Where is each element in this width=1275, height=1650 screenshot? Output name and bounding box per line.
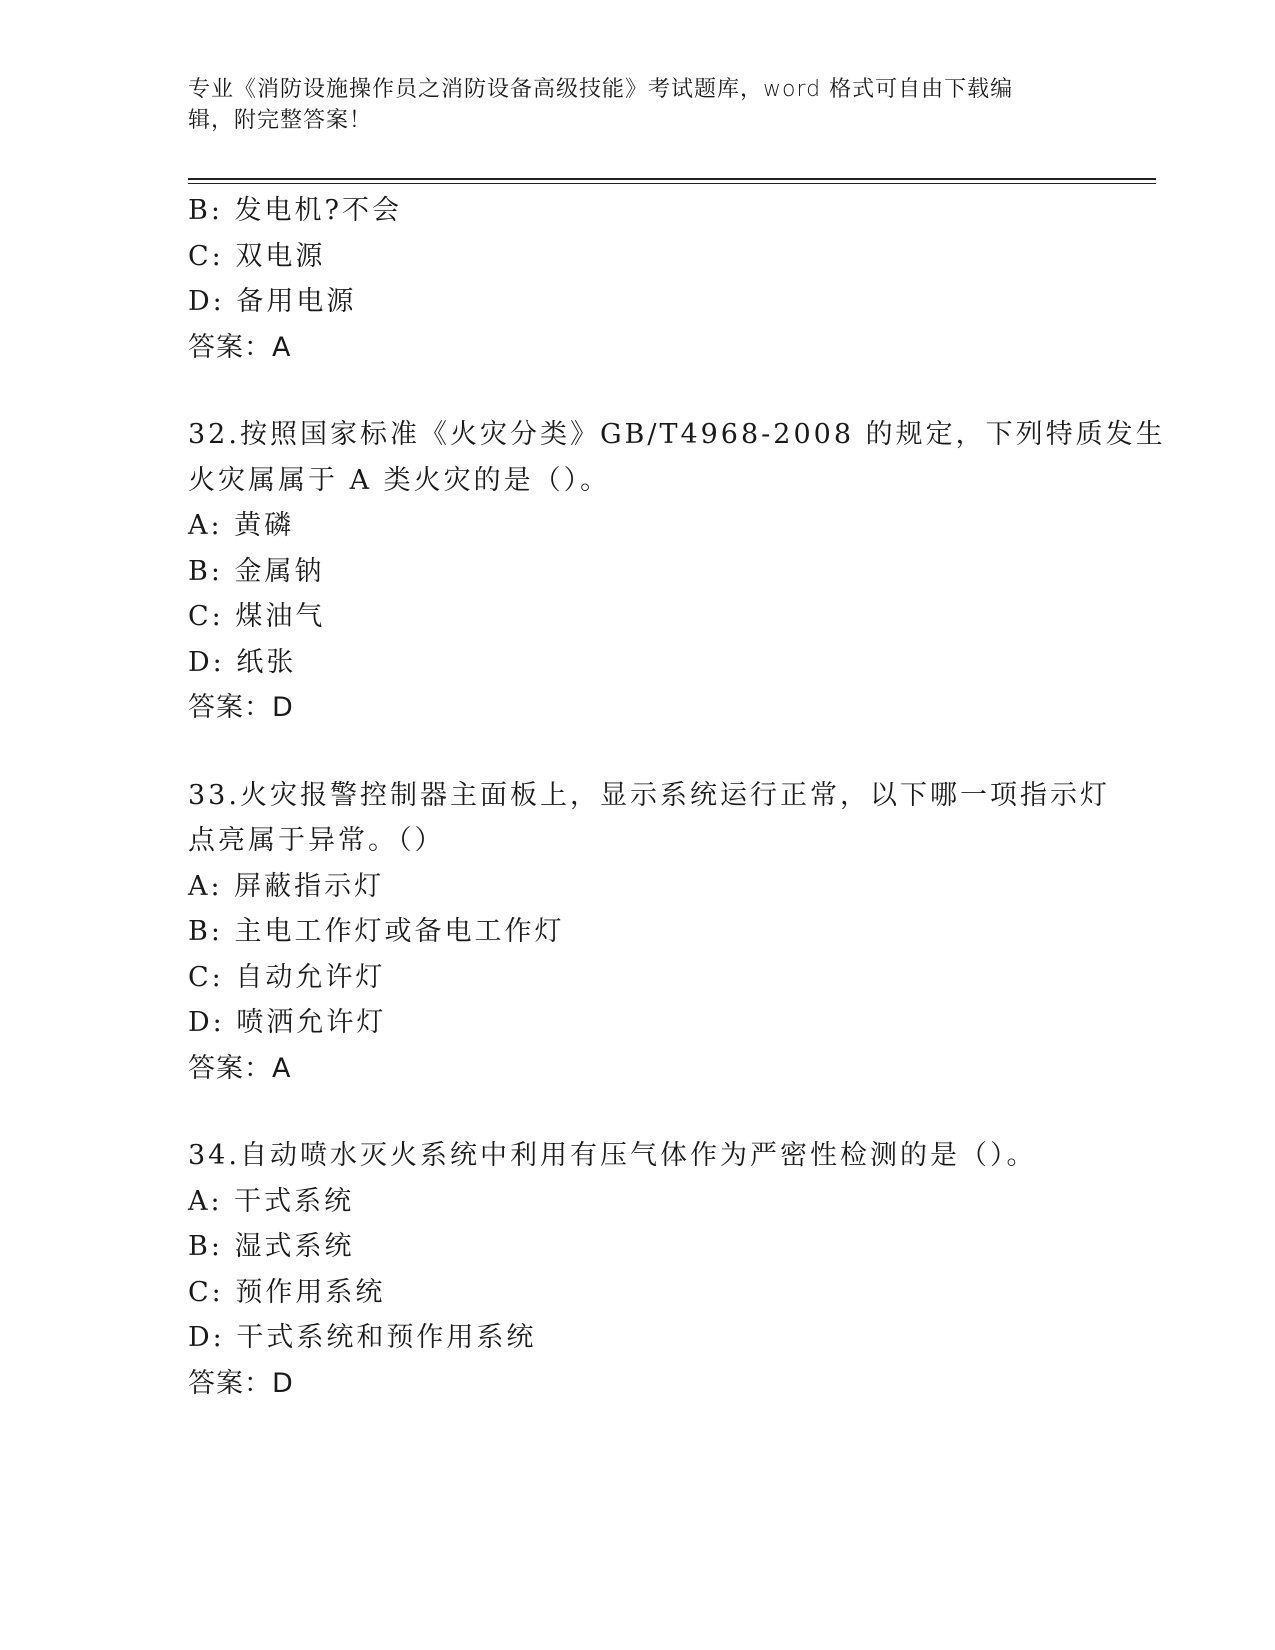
question-34 [188,1133,1088,1406]
option-b: B: 发电机?不会 [188,195,402,226]
question-stem: 32.按照国家标准《火灾分类》GB/T4968-2008 的规定，下列特质发生 [188,419,1166,450]
header-line-2: 辑，附完整答案！ [188,108,373,133]
question-31-tail [188,188,1088,370]
option-b: B: 主电工作灯或备电工作灯 [188,916,565,947]
option-c: C: 预作用系统 [188,1276,386,1308]
option-c: C: 双电源 [188,240,326,272]
question-stem: 34.自动喷水灭火系统中利用有压气体作为严密性检测的是（）。 [188,1140,1037,1171]
option-d: D: 喷洒允许灯 [188,1007,387,1038]
option-d: D: 备用电源 [188,286,357,317]
header-line-1: 专业《消防设施操作员之消防设备高级技能》考试题库，word 格式可自由下载编 [188,77,1014,102]
option-c: C: 煤油气 [188,601,326,632]
question-stem: 33.火灾报警控制器主面板上，显示系统运行正常，以下哪一项指示灯 [188,779,1110,811]
question-stem-cont: 火灾属属于 A 类火灾的是（）。 [188,464,611,496]
header-divider-thin [188,183,1156,184]
option-a: A: 黄磷 [188,510,295,541]
question-stem-cont: 点亮属于异常。（） [188,825,445,856]
answer: 答案：A [188,331,292,363]
question-33 [188,773,1110,1092]
option-a: A: 屏蔽指示灯 [188,870,385,902]
question-list [188,188,1166,1406]
option-b: B: 湿式系统 [188,1231,355,1262]
option-d: D: 纸张 [188,646,297,678]
question-32 [188,412,1166,731]
option-a: A: 干式系统 [188,1185,355,1217]
header-divider [188,178,1156,180]
option-b: B: 金属钠 [188,555,325,587]
document-header [188,74,1068,136]
answer: 答案：A [188,1052,292,1084]
answer: 答案：D [188,692,294,723]
option-c: C: 自动允许灯 [188,961,386,993]
option-d: D: 干式系统和预作用系统 [188,1322,537,1353]
answer: 答案：D [188,1367,294,1399]
